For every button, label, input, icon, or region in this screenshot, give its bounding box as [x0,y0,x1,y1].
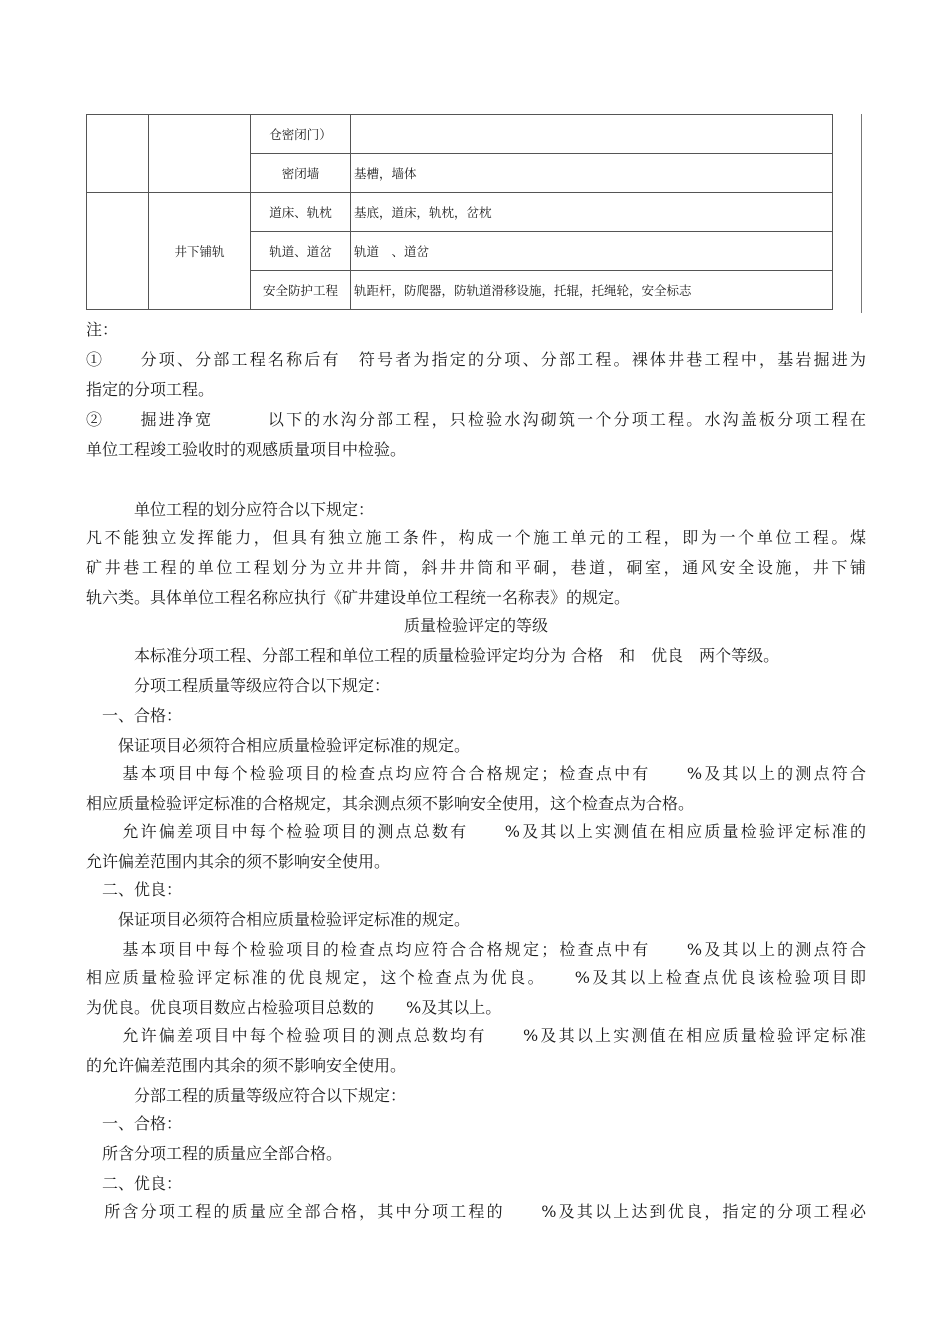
table-cell: 轨距杆，防爬器，防轨道滑移设施，托辊，托绳轮，安全标志 [351,271,833,310]
paragraph-line: 轨六类。具体单位工程名称应执行《矿井建设单位工程统一名称表》的规定。 [86,588,631,607]
list-heading: 二、优良： [86,880,183,899]
paragraph-line: 允许偏差项目中每个检验项目的测点总数均有 %及其以上实测值在相应质量检验评定标准 [86,1026,866,1045]
table-cell: 基底，道床，轨枕，岔枕 [351,193,833,232]
table-cell: 密闭墙 [251,154,351,193]
table-cell: 基槽，墙体 [351,154,833,193]
list-heading: 一、合格： [86,1114,183,1133]
table-group-label: 井下铺轨 [149,193,251,310]
paragraph-line: 分部工程的质量等级应符合以下规定： [86,1086,407,1105]
table-cell: 轨道 、道岔 [351,232,833,271]
table-cell: 轨道、道岔 [251,232,351,271]
paragraph-line: 本标准分项工程、分部工程和单位工程的质量检验评定均分为 合格 和 优良 两个等级。 [86,646,780,665]
table-cell: 仓密闭门） [251,115,351,154]
list-heading: 二、优良： [86,1174,183,1193]
paragraph-line: 矿井巷工程的单位工程划分为立井井筒，斜井井筒和平硐，巷道，硐室，通风安全设施，井下铺 [86,558,866,577]
paragraph-line: 基本项目中每个检验项目的检查点均应符合合格规定；检查点中有 %及其以上的测点符合 [86,764,866,783]
list-heading: 一、合格： [86,706,183,725]
paragraph-line: 允许偏差项目中每个检验项目的测点总数有 %及其以上实测值在相应质量检验评定标准的 [86,822,866,841]
table-cell [87,193,149,310]
note-line: ① 分项、分部工程名称后有 符号者为指定的分项、分部工程。裸体井巷工程中，基岩掘进为 [86,350,866,369]
table-outer-rule [861,114,862,313]
section-title: 质量检验评定的等级 [403,616,548,635]
paragraph-line: 保证项目必须符合相应质量检验评定标准的规定。 [86,910,471,929]
note-line: 指定的分项工程。 [86,380,215,399]
note-line: ② 掘进净宽 以下的水沟分部工程，只检验水沟砌筑一个分项工程。水沟盖板分项工程在 [86,410,866,429]
engineering-division-table [86,114,833,310]
note-line: 单位工程竣工验收时的观感质量项目中检验。 [86,440,407,459]
table-row [87,193,833,232]
table-cell [351,115,833,154]
paragraph-line: 所含分项工程的质量应全部合格。 [86,1144,343,1163]
paragraph-line: 相应质量检验评定标准的合格规定，其余测点须不影响安全使用，这个检查点为合格。 [86,794,695,813]
paragraph-line: 所含分项工程的质量应全部合格，其中分项工程的 %及其以上达到优良，指定的分项工程必 [86,1202,866,1221]
paragraph-line: 基本项目中每个检验项目的检查点均应符合合格规定；检查点中有 %及其以上的测点符合 [86,940,866,959]
table-row [87,115,833,154]
paragraph-line: 单位工程的划分应符合以下规定： [86,500,375,519]
paragraph-line: 相应质量检验评定标准的优良规定，这个检查点为优良。 %及其以上检查点优良该检验项目即 [86,968,866,987]
paragraph-line: 保证项目必须符合相应质量检验评定标准的规定。 [86,736,471,755]
paragraph-line: 分项工程质量等级应符合以下规定： [86,676,391,695]
paragraph-line: 允许偏差范围内其余的须不影响安全使用。 [86,852,391,871]
table-cell: 道床、轨枕 [251,193,351,232]
note-heading: 注： [86,320,119,339]
paragraph-line: 为优良。优良项目数应占检验项目总数的 %及其以上。 [86,998,502,1017]
table-cell: 安全防护工程 [251,271,351,310]
paragraph-line: 的允许偏差范围内其余的须不影响安全使用。 [86,1056,407,1075]
table-cell [87,115,149,193]
table-cell [149,115,251,193]
paragraph-line: 凡不能独立发挥能力，但具有独立施工条件，构成一个施工单元的工程，即为一个单位工程。煤 [86,528,866,547]
